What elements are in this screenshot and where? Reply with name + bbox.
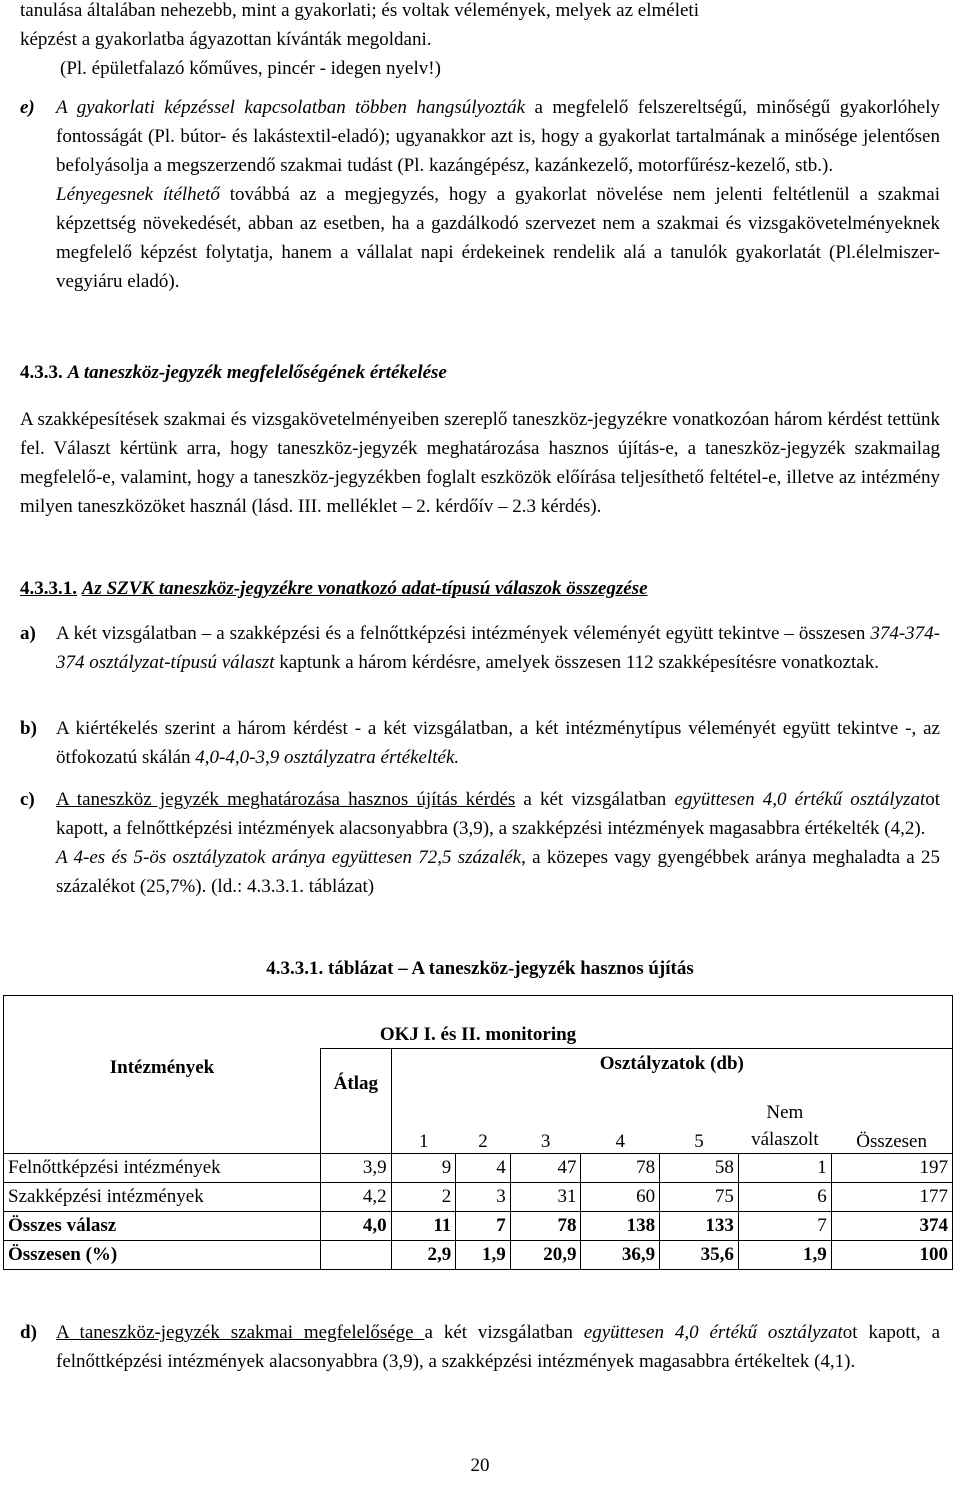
row-average: 4,2 <box>321 1182 392 1211</box>
section-body: A szakképesítések szakmai és vizsgakövetelményeiben szereplő taneszköz-jegyzékre vonatkozóan három kérdést tettünk fel. Választ kértünk arra, hogy taneszköz-jegyzék meghatározása hasznos újítás-e, a taneszköz-jegyzék szakmailag megfelelő-e, valamint, hogy a taneszköz-jegyzékben foglalt eszközök előírása teljesíthető feltétel-e, illetve az intézmény milyen taneszközöket használ (lásd. III. melléklet – 2. kérdőív – 2.3 kérdés). <box>20 409 940 517</box>
row-name: Felnőttképzési intézmények <box>4 1153 321 1182</box>
row-grade-4: 138 <box>581 1211 660 1240</box>
row-grade-3: 47 <box>510 1153 581 1182</box>
row-grade-1: 2,9 <box>391 1240 456 1269</box>
item-c-underlined: A taneszköz jegyzék meghatározása hasznos újítás kérdés <box>56 789 516 810</box>
item-a <box>56 619 940 677</box>
row-no-answer: 7 <box>738 1211 831 1240</box>
header-total: Összesen <box>831 1091 952 1153</box>
row-no-answer: 6 <box>738 1182 831 1211</box>
page-number: 20 <box>470 1455 490 1476</box>
row-grade-3: 20,9 <box>510 1240 581 1269</box>
item-b-text: A kiértékelés szerint a három kérdést - a két vizsgálatban, a két intézménytípus véleményét együtt tekintve -, az ötfokozatú skálán <box>56 718 940 768</box>
row-no-answer: 1 <box>738 1153 831 1182</box>
table-row <box>4 1240 953 1269</box>
row-grade-1: 11 <box>391 1211 456 1240</box>
item-d-underlined: A taneszköz-jegyzék szakmai megfelelősége <box>56 1322 425 1343</box>
item-e <box>56 93 940 296</box>
subsection-heading <box>20 574 648 603</box>
intro-line-2: képzést a gyakorlatba ágyazottan kívánták megoldani. <box>20 29 432 50</box>
row-grade-5: 35,6 <box>660 1240 739 1269</box>
subsection-title: Az SZVK taneszköz-jegyzékre vonatkozó adat-típusú válaszok összegzése <box>81 578 648 599</box>
row-grade-5: 133 <box>660 1211 739 1240</box>
intro-text <box>20 0 940 83</box>
row-total: 100 <box>831 1240 952 1269</box>
item-e-label: e) <box>20 97 35 118</box>
row-grade-2: 7 <box>456 1211 511 1240</box>
row-grade-2: 4 <box>456 1153 511 1182</box>
data-table <box>3 995 953 1270</box>
header-institutions: Intézmények <box>4 1049 321 1154</box>
table-caption: 4.3.3.1. táblázat – A taneszköz-jegyzék hasznos újítás <box>266 958 694 979</box>
item-c-italic: együttesen 4,0 értékű osztályzat <box>674 789 926 810</box>
header-monitoring: OKJ I. és II. monitoring <box>4 996 953 1049</box>
table-row <box>4 1211 953 1240</box>
row-grade-5: 75 <box>660 1182 739 1211</box>
header-grade-5: 5 <box>660 1091 739 1153</box>
section-number: 4.3.3. <box>20 362 63 383</box>
item-d-italic: együttesen 4,0 értékű osztályzat <box>583 1322 843 1343</box>
header-grade-4: 4 <box>581 1091 660 1153</box>
section-heading <box>20 358 447 387</box>
row-average: 4,0 <box>321 1211 392 1240</box>
row-grade-4: 36,9 <box>581 1240 660 1269</box>
subsection-number: 4.3.3.1. <box>20 578 77 599</box>
item-d-label: d) <box>20 1322 37 1343</box>
section-title: A taneszköz-jegyzék megfelelőségének értékelése <box>67 362 447 383</box>
row-grade-4: 78 <box>581 1153 660 1182</box>
item-e-p2-italic: Lényegesnek ítélhető <box>56 184 220 205</box>
row-grade-5: 58 <box>660 1153 739 1182</box>
item-c-p2-italic: A 4-es és 5-ös osztályzatok aránya együttesen 72,5 százalék <box>56 847 522 868</box>
row-name: Szakképzési intézmények <box>4 1182 321 1211</box>
header-average: Átlag <box>321 1049 392 1154</box>
row-total: 177 <box>831 1182 952 1211</box>
item-a-text-1: A két vizsgálatban – a szakképzési és a felnőttképzési intézmények véleményét együtt tekintve – összesen <box>56 623 871 644</box>
row-grade-1: 2 <box>391 1182 456 1211</box>
intro-line-1: tanulása általában nehezebb, mint a gyakorlati; és voltak vélemények, melyek az elméleti <box>20 0 699 21</box>
item-a-italic: 374-374-374 osztályzat-típusú választ <box>56 623 940 673</box>
item-e-text: a megfelelő felszereltségű, minőségű gyakorlóhely fontosságát (Pl. bútor- és lakástextil-eladó); ugyanakkor azt is, hogy a gyakorlat tartalmának a minősége jelentősen befolyásolja a megszerzendő szakmai tudást (Pl. kazángépész, kazánkezelő, motorfűrész-kezelő, stb.). <box>56 97 940 176</box>
row-grade-2: 3 <box>456 1182 511 1211</box>
row-grade-3: 78 <box>510 1211 581 1240</box>
item-c-label: c) <box>20 789 35 810</box>
header-grade-2: 2 <box>456 1091 511 1153</box>
row-name: Összes válasz <box>4 1211 321 1240</box>
item-c-text-1: a két vizsgálatban <box>515 789 675 810</box>
row-grade-3: 31 <box>510 1182 581 1211</box>
item-a-text-2: kaptunk a három kérdésre, amelyek összesen 112 szakképesítésre vonatkoztak. <box>274 652 879 673</box>
item-d <box>56 1318 940 1376</box>
item-d-text-1: a két vizsgálatban <box>424 1322 584 1343</box>
item-c-p2-text: , a közepes vagy gyengébbek aránya meghaladta a 25 százalékot (25,7%). (ld.: 4.3.3.1. táblázat) <box>56 847 940 897</box>
item-e-p2-text: továbbá az a megjegyzés, hogy a gyakorlat növelése nem jelenti feltétlenül a szakmai képzettség növekedését, abban az esetben, ha a gazdálkodó szervezet nem a szakmai és vizsgakövetelményeknek megfelelő képzést folytatja, hanem a vállalat napi érdekeinek rendelik alá a tanulók gyakorlatát (Pl.élelmiszer-vegyiáru eladó). <box>56 184 941 292</box>
row-name: Összesen (%) <box>4 1240 321 1269</box>
header-grade-1: 1 <box>391 1091 456 1153</box>
header-no-answer: Nem válaszolt <box>738 1091 831 1153</box>
item-c-text-2: ot kapott, a felnőttképzési intézmények alacsonyabbra (3,9), a szakképzési intézmények magasabbra értékelték (4,2). <box>56 789 941 839</box>
row-total: 197 <box>831 1153 952 1182</box>
intro-line-3: (Pl. épületfalazó kőműves, pincér - idegen nyelv!) <box>60 58 441 79</box>
row-average: 3,9 <box>321 1153 392 1182</box>
item-b-label: b) <box>20 718 37 739</box>
item-d-text-2: ot kapott, a felnőttképzési intézmények alacsonyabbra (3,9), a szakképzési intézmények magasabbra értékeltek (4,1). <box>56 1322 941 1372</box>
header-grade-3: 3 <box>510 1091 581 1153</box>
row-grade-4: 60 <box>581 1182 660 1211</box>
row-total: 374 <box>831 1211 952 1240</box>
item-b-italic: 4,0-4,0-3,9 osztályzatra értékelték. <box>195 747 460 768</box>
item-b <box>56 714 940 772</box>
table-row <box>4 1153 953 1182</box>
item-e-italic: A gyakorlati képzéssel kapcsolatban többen hangsúlyozták <box>56 97 526 118</box>
row-average <box>321 1240 392 1269</box>
table-row <box>4 1182 953 1211</box>
item-c <box>56 785 940 901</box>
row-grade-2: 1,9 <box>456 1240 511 1269</box>
row-grade-1: 9 <box>391 1153 456 1182</box>
item-a-label: a) <box>20 623 36 644</box>
header-grades: Osztályzatok (db) <box>391 1049 952 1091</box>
row-no-answer: 1,9 <box>738 1240 831 1269</box>
